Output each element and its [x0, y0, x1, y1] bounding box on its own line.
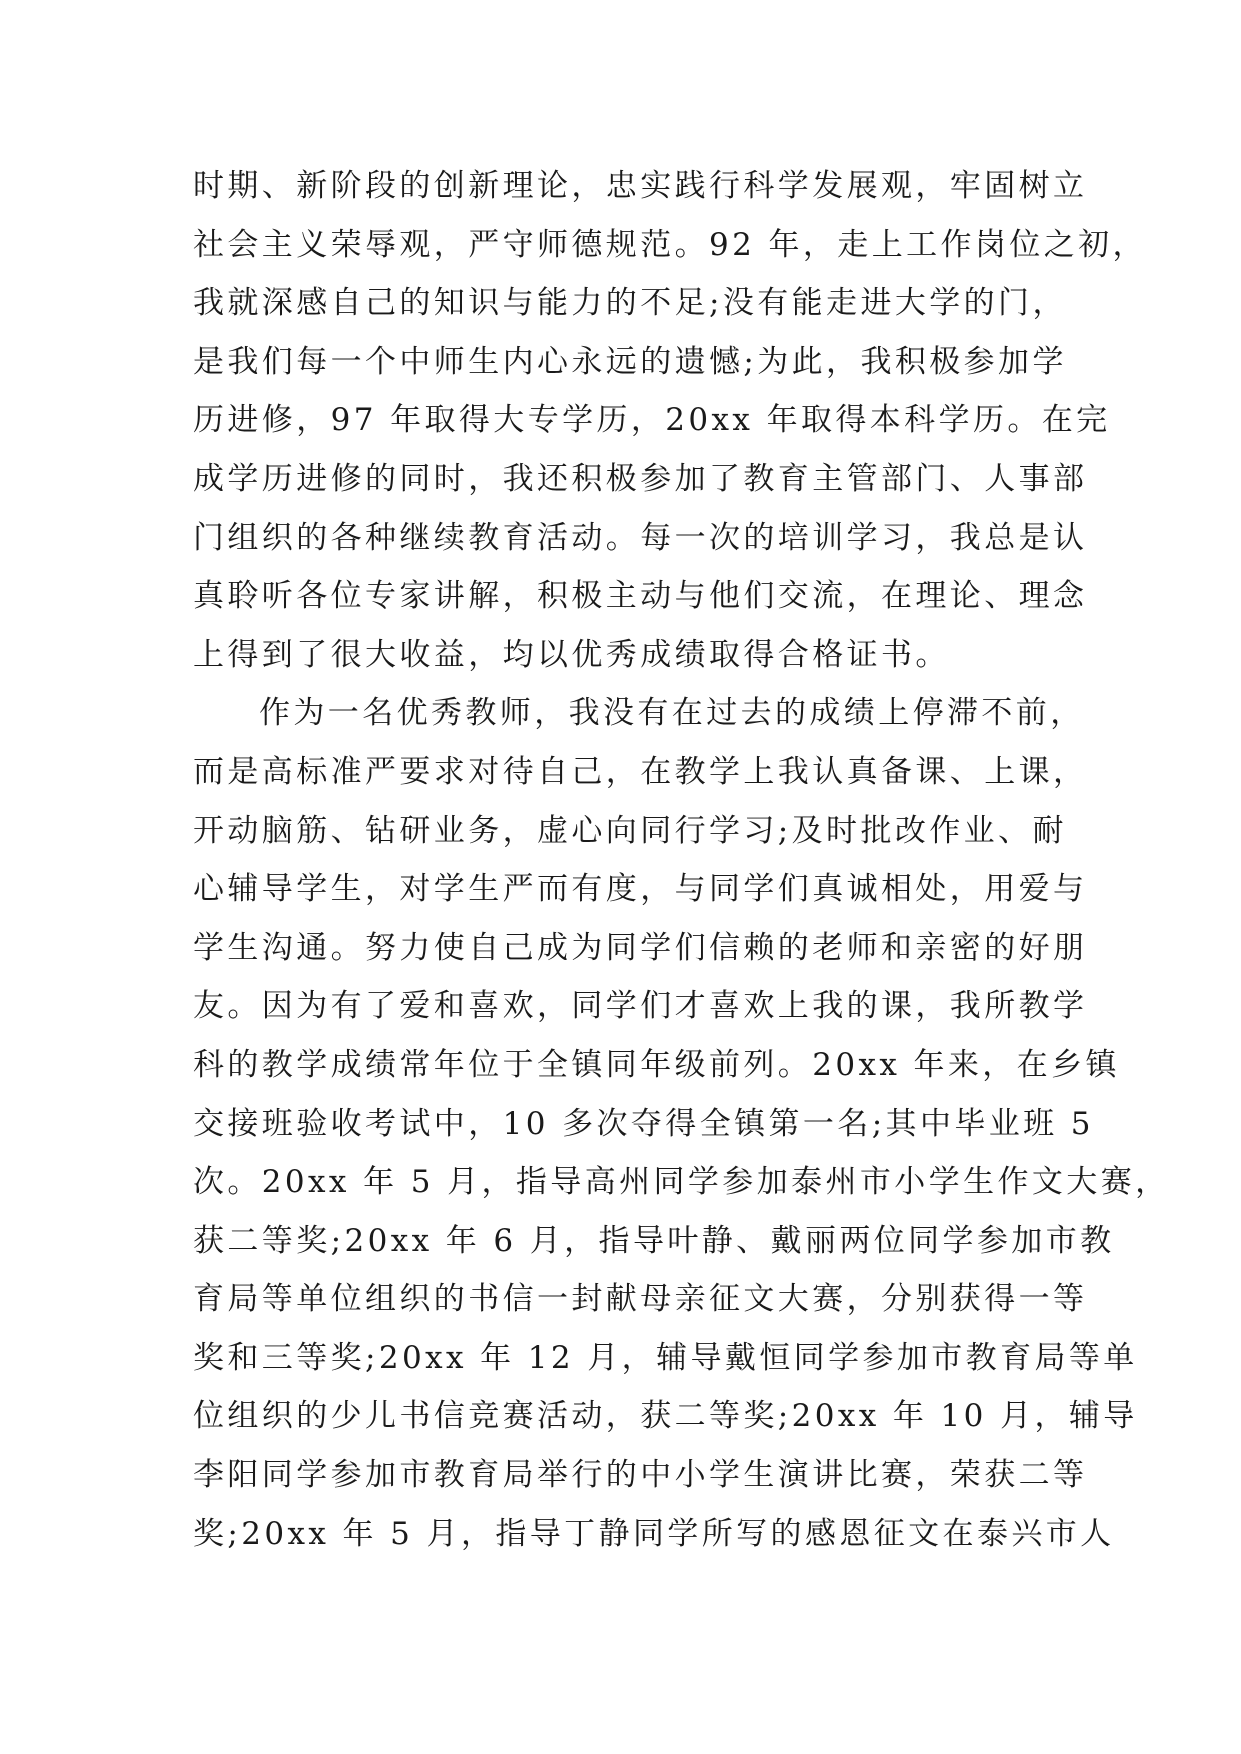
body-text — [193, 157, 1170, 1563]
text-line: 上得到了很大收益，均以优秀成绩取得合格证书。 — [193, 636, 950, 673]
text-line: 科的教学成绩常年位于全镇同年级前列。20xx 年来，在乡镇 — [193, 1046, 1120, 1083]
text-line: 育局等单位组织的书信一封献母亲征文大赛，分别获得一等 — [193, 1281, 1088, 1318]
text-line: 社会主义荣辱观，严守师德规范。92 年，走上工作岗位之初， — [193, 226, 1147, 263]
text-line: 奖;20xx 年 5 月，指导丁静同学所写的感恩征文在泰兴市人 — [193, 1515, 1115, 1552]
text-line: 而是高标准严要求对待自己，在教学上我认真备课、上课， — [193, 753, 1088, 790]
text-line: 李阳同学参加市教育局举行的中小学生演讲比赛，荣获二等 — [193, 1457, 1088, 1494]
text-line: 是我们每一个中师生内心永远的遗憾;为此，我积极参加学 — [193, 343, 1067, 380]
text-line: 门组织的各种继续教育活动。每一次的培训学习，我总是认 — [193, 519, 1088, 556]
text-line: 历进修，97 年取得大专学历，20xx 年取得本科学历。在完 — [193, 402, 1111, 439]
text-line: 时期、新阶段的创新理论，忠实践行科学发展观，牢固树立 — [193, 168, 1088, 204]
text-line: 交接班验收考试中，10 多次夺得全镇第一名;其中毕业班 5 — [193, 1105, 1094, 1142]
text-line: 次。20xx 年 5 月，指导高州同学参加泰州市小学生作文大赛， — [193, 1164, 1170, 1201]
text-line: 真聆听各位专家讲解，积极主动与他们交流，在理论、理念 — [193, 578, 1088, 615]
text-line: 获二等奖;20xx 年 6 月，指导叶静、戴丽两位同学参加市教 — [193, 1222, 1115, 1259]
text-line: 成学历进修的同时，我还积极参加了教育主管部门、人事部 — [193, 460, 1088, 497]
text-line: 位组织的少儿书信竞赛活动，获二等奖;20xx 年 10 月，辅导 — [193, 1398, 1138, 1435]
text-line: 心辅导学生，对学生严而有度，与同学们真诚相处，用爱与 — [193, 871, 1088, 908]
text-line: 奖和三等奖;20xx 年 12 月，辅导戴恒同学参加市教育局等单 — [193, 1339, 1138, 1376]
paragraph-first-line: 作为一名优秀教师，我没有在过去的成绩上停滞不前， — [259, 695, 1085, 732]
text-line: 我就深感自己的知识与能力的不足;没有能走进大学的门， — [193, 285, 1067, 322]
text-line: 学生沟通。努力使自己成为同学们信赖的老师和亲密的好朋 — [193, 929, 1088, 966]
text-line: 友。因为有了爱和喜欢，同学们才喜欢上我的课，我所教学 — [193, 988, 1088, 1025]
text-line: 开动脑筋、钻研业务，虚心向同行学习;及时批改作业、耐 — [193, 812, 1067, 849]
